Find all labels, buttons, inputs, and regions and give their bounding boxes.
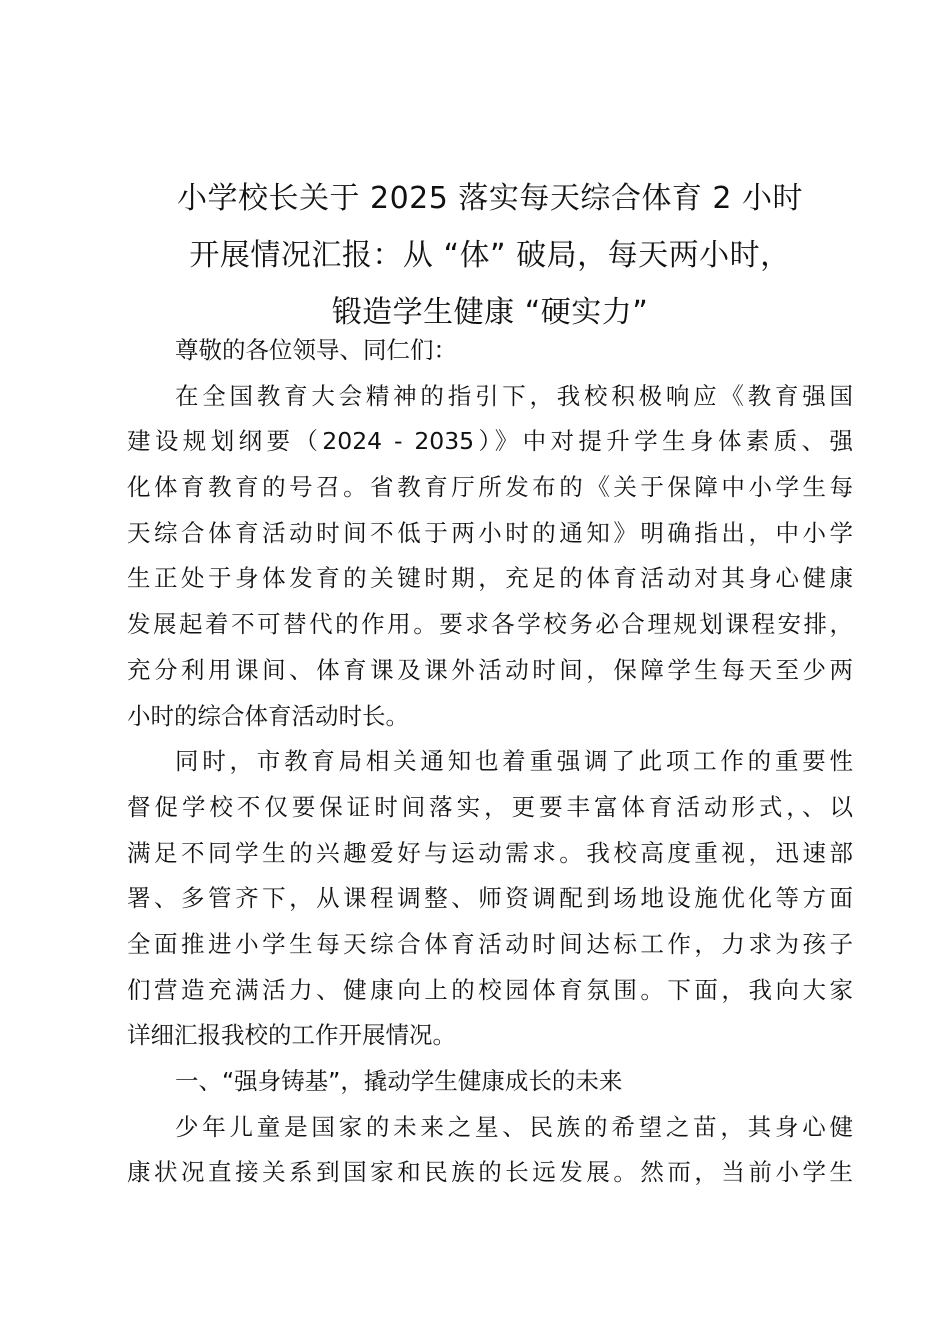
title-line: 开展情况汇报：从 “体” 破局，每天两小时，: [189, 238, 791, 273]
paragraph-line: 少年儿童是国家的未来之星、民族的希望之苗，其身心健: [175, 1112, 853, 1141]
paragraph-section-1: [127, 1105, 853, 1196]
paragraph-line: 生正处于身体发育的关键时期，充足的体育活动对其身心健康: [127, 564, 853, 593]
paragraph-line: 康状况直接关系到国家和民族的长远发展。然而，当前小学生: [127, 1158, 853, 1187]
paragraph-line: 充分利用课间、体育课及课外活动时间，保障学生每天至少两: [127, 655, 853, 684]
paragraph-line: 化体育教育的号召。省教育厅所发布的《关于保障中小学生每: [127, 473, 853, 502]
document-body: [127, 328, 853, 1196]
title-line: 锻造学生健康 “硬实力”: [331, 295, 649, 330]
paragraph-line: 督促学校不仅要保证时间落实，更要丰富体育活动形式，、以: [127, 792, 853, 821]
paragraph-intro: [127, 374, 853, 740]
paragraph-line: 们营造充满活力、健康向上的校园体育氛围。下面，我向大家: [127, 975, 853, 1004]
title-line: 小学校长关于 2025 落实每天综合体育 2 小时: [176, 181, 804, 216]
document-title: [120, 170, 860, 341]
paragraph-line: 详细汇报我校的工作开展情况。: [127, 1021, 456, 1050]
paragraph-line: 署、多管齐下，从课程调整、师资调配到场地设施优化等方面: [127, 884, 853, 913]
paragraph-line: 全面推进小学生每天综合体育活动时间达标工作，力求为孩子: [127, 929, 853, 958]
paragraph-context: [127, 739, 853, 1059]
paragraph-line: 在全国教育大会精神的指引下，我校积极响应《教育强国: [175, 381, 853, 410]
paragraph-line: 小时的综合体育活动时长。: [127, 701, 409, 730]
paragraph-line: 发展起着不可替代的作用。要求各学校务必合理规划课程安排，: [127, 610, 853, 639]
paragraph-line: 同时，市教育局相关通知也着重强调了此项工作的重要性: [175, 747, 853, 776]
salutation: 尊敬的各位领导、同仁们：: [175, 336, 457, 364]
section-heading: 一、“强身铸基”，撬动学生健康成长的未来: [175, 1067, 623, 1095]
paragraph-line: 天综合体育活动时间不低于两小时的通知》明确指出，中小学: [127, 518, 853, 547]
paragraph-line: 建设规划纲要（2024 - 2035）》中对提升学生身体素质、强: [127, 427, 853, 456]
paragraph-line: 满足不同学生的兴趣爱好与运动需求。我校高度重视，迅速部: [127, 838, 853, 867]
